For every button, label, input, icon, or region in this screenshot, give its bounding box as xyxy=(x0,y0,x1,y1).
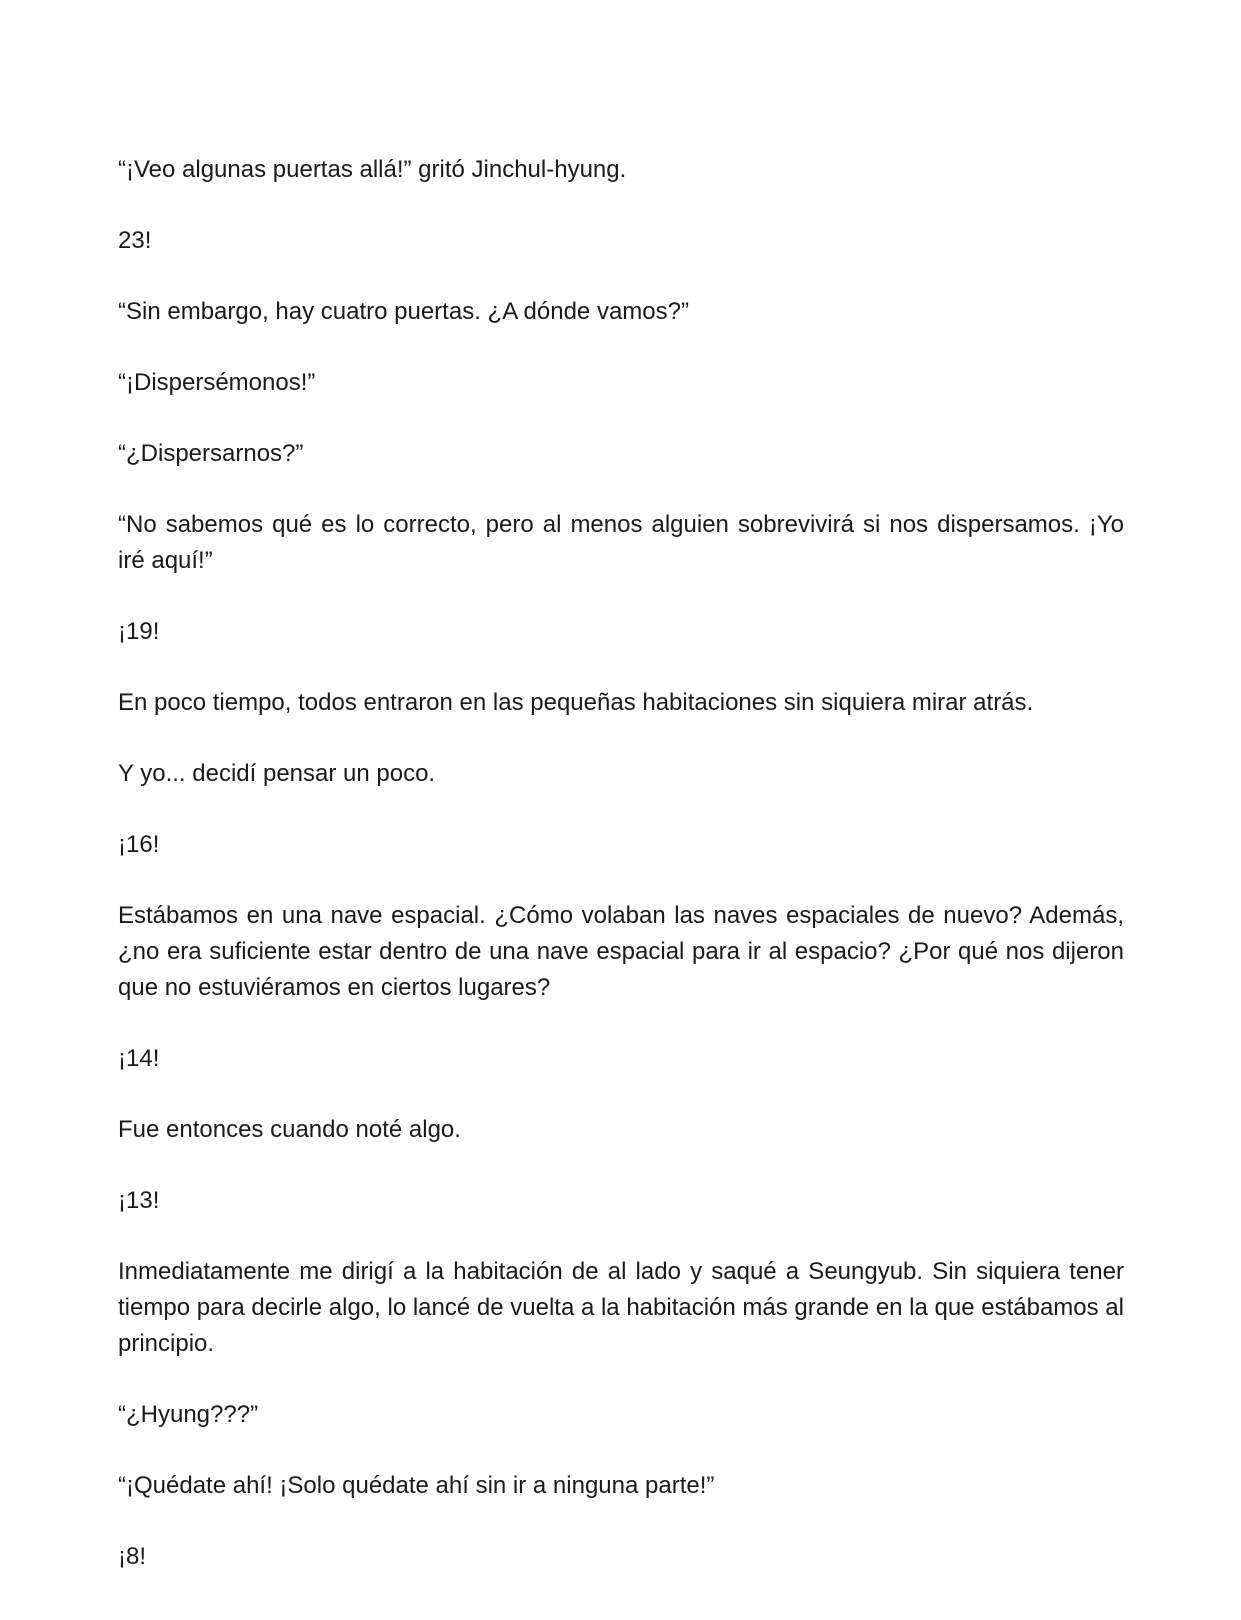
paragraph: “¡Dispersémonos!” xyxy=(118,369,316,396)
paragraph: ¡19! xyxy=(118,618,160,645)
paragraph: ¡16! xyxy=(118,831,160,858)
paragraph: ¡14! xyxy=(118,1045,160,1072)
paragraph: “¿Hyung???” xyxy=(118,1401,259,1428)
paragraph: “¡Veo algunas puertas allá!” gritó Jinchul-hyung. xyxy=(118,156,627,183)
paragraph: “¿Dispersarnos?” xyxy=(118,440,304,467)
paragraph: “Sin embargo, hay cuatro puertas. ¿A dónde vamos?” xyxy=(118,298,689,325)
paragraph: En poco tiempo, todos entraron en las pequeñas habitaciones sin siquiera mirar atrás. xyxy=(118,689,1034,716)
paragraph: Estábamos en una nave espacial. ¿Cómo volaban las naves espaciales de nuevo? Además, ¿no era suficiente estar dentro de una nave espacial para ir al espacio? ¿Por qué nos dijeron que no estuviéramos en ciertos lugares? xyxy=(118,902,1124,1001)
paragraph: Inmediatamente me dirigí a la habitación de al lado y saqué a Seungyub. Sin siquiera tener tiempo para decirle algo, lo lancé de vuelta a la habitación más grande en la que estábamos al principio. xyxy=(118,1258,1124,1357)
document-body xyxy=(118,152,1124,1575)
paragraph: Fue entonces cuando noté algo. xyxy=(118,1116,461,1143)
paragraph: ¡8! xyxy=(118,1543,147,1570)
paragraph: 23! xyxy=(118,227,152,254)
paragraph: “No sabemos qué es lo correcto, pero al menos alguien sobrevivirá si nos dispersamos. ¡Yo iré aquí!” xyxy=(118,511,1124,574)
paragraph: ¡13! xyxy=(118,1187,160,1214)
paragraph: “¡Quédate ahí! ¡Solo quédate ahí sin ir a ninguna parte!” xyxy=(118,1472,715,1499)
paragraph: Y yo... decidí pensar un poco. xyxy=(118,760,436,787)
